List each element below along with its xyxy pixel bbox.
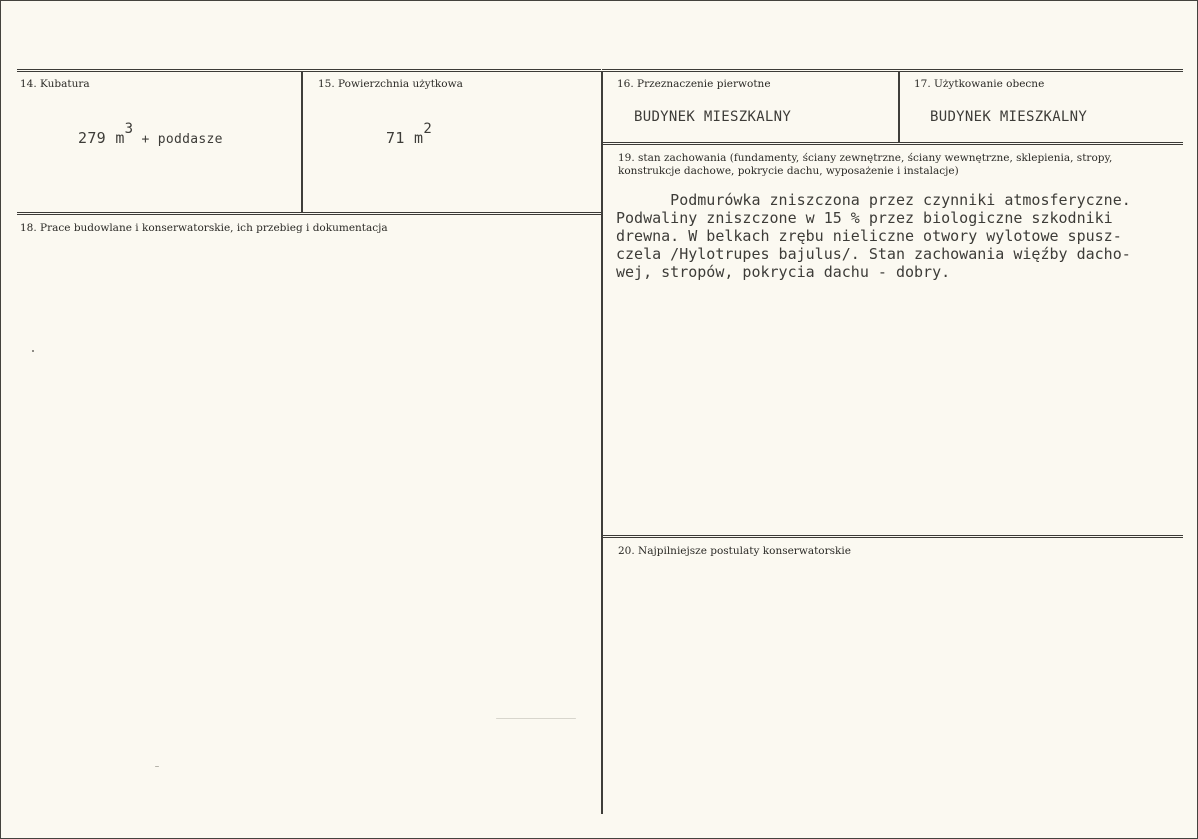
field-15-label: 15. Powierzchnia użytkowa: [318, 78, 463, 90]
field-17-label: 17. Użytkowanie obecne: [914, 78, 1045, 90]
field-18-label: 18. Prace budowlane i konserwatorskie, ich przebieg i dokumentacja: [20, 222, 388, 234]
rule-above-20: [602, 535, 1183, 538]
divider-16-17: [898, 71, 900, 143]
divider-center: [601, 71, 603, 814]
rule-below-14-15: [17, 212, 601, 215]
field-19-line-5: wej, stropów, pokrycia dachu - dobry.: [616, 263, 951, 281]
field-19-line-1: Podmurówka zniszczona przez czynniki atmosferyczne.: [616, 191, 1131, 209]
field-19-label: 19. stan zachowania (fundamenty, ściany zewnętrzne, ściany wewnętrzne, sklepienia, stropy, konstrukcje dachowe, pokrycie dachu, wyposażenie i instalacje): [618, 152, 1113, 177]
top-rule-left: [17, 69, 601, 72]
paper-speck: [155, 766, 159, 767]
paper-speck: [496, 718, 576, 719]
field-14-number: 279 m: [78, 129, 125, 147]
field-19-line-3: drewna. W belkach zrębu nieliczne otwory wylotowe spusz-: [616, 227, 1122, 245]
field-19-line-4: czela /Hylotrupes bajulus/. Stan zachowania więźby dacho-: [616, 245, 1131, 263]
top-rule-right: [602, 69, 1183, 72]
field-14-label: 14. Kubatura: [20, 78, 90, 90]
paper-speck: [32, 350, 34, 352]
field-19-line-2: Podwaliny zniszczone w 15 % przez biologiczne szkodniki: [616, 209, 1113, 227]
field-20-label: 20. Najpilniejsze postulaty konserwatorskie: [618, 545, 851, 557]
rule-below-16-17: [602, 142, 1183, 145]
field-14-exponent: 3: [124, 121, 134, 137]
field-15-number: 71 m: [386, 129, 424, 147]
field-16-label: 16. Przeznaczenie pierwotne: [617, 78, 771, 90]
field-14-value: [78, 121, 223, 147]
field-15-value: [386, 121, 433, 147]
divider-14-15: [301, 71, 303, 213]
field-16-value: BUDYNEK MIESZKALNY: [634, 109, 792, 125]
field-14-suffix: + poddasze: [133, 132, 223, 147]
field-15-exponent: 2: [423, 121, 433, 137]
field-17-value: BUDYNEK MIESZKALNY: [930, 109, 1088, 125]
